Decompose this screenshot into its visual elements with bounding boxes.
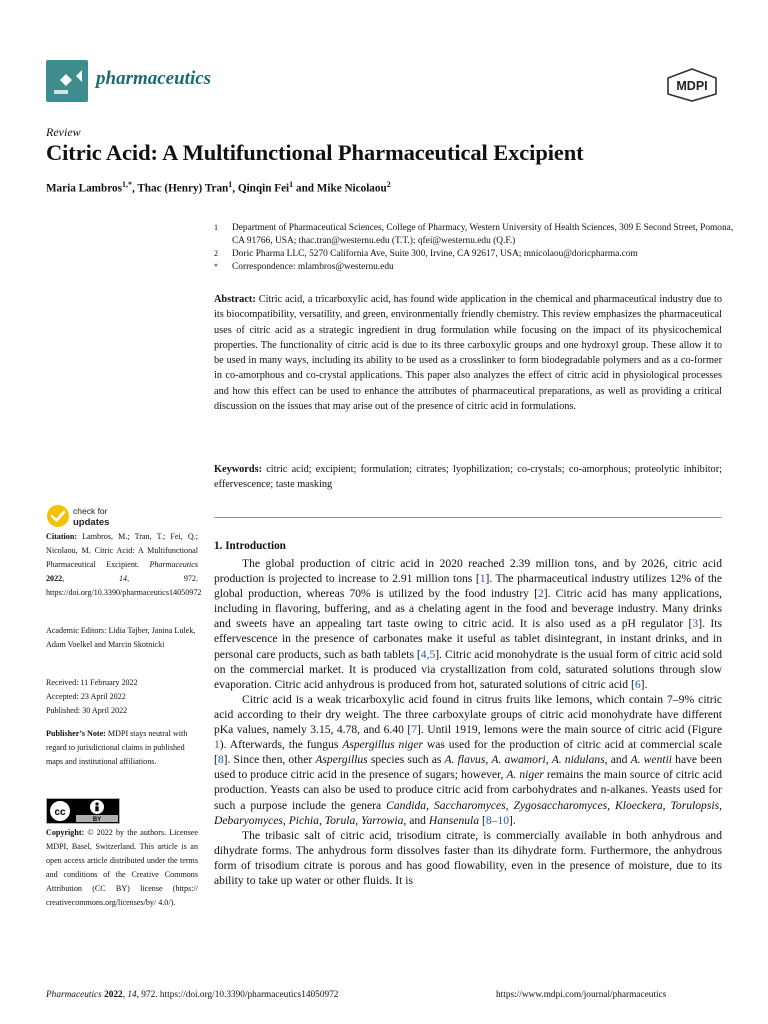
ref-link[interactable]: 7 xyxy=(411,723,418,737)
ref-link[interactable]: 3 xyxy=(692,617,699,631)
publisher-note xyxy=(46,727,198,769)
article-type: Review xyxy=(46,125,81,139)
copyright-block xyxy=(46,826,198,911)
check-line1: check for xyxy=(73,506,108,516)
footer-journal-url[interactable]: https://www.mdpi.com/journal/pharmaceutics xyxy=(496,990,667,1000)
intro-paragraph-3: The tribasic salt of citric acid, trisodium citrate, is commercially available in both anhydrous and dihydrate forms. The anhydrous form dissolves faster than its dihydrate form. Furthermore, the anhydrous form of trisodium citrate is porous and has good flowability, even in the presence of moisture, due to its ability to take up water or other fluids. It is xyxy=(214,828,722,887)
ref-link[interactable]: 6 xyxy=(634,677,641,691)
footer-doi-link[interactable]: , 972. https://doi.org/10.3390/pharmaceutics14050972 xyxy=(136,990,339,1000)
author-affiliation-mark: 1 xyxy=(228,180,233,189)
article-title: Citric Acid: A Multifunctional Pharmaceutical Excipient xyxy=(46,140,584,165)
author-name[interactable]: , Qinqin Fei xyxy=(232,182,290,195)
keywords-text: citric acid; excipient; formulation; citrates; lyophilization; co-crystals; co-amorphous; proteolytic inhibitor; effervescence; taste masking xyxy=(214,464,722,491)
published-date: Published: 30 April 2022 xyxy=(46,706,128,715)
check-for-updates-badge[interactable] xyxy=(46,503,156,529)
ref-link[interactable]: 8–10 xyxy=(485,813,510,827)
ref-link[interactable]: 4,5 xyxy=(420,647,436,661)
received-date: Received: 11 February 2022 xyxy=(46,678,138,687)
journal-logo-icon xyxy=(46,60,88,102)
affiliation-mark: 2 xyxy=(214,249,218,258)
journal-name: pharmaceutics xyxy=(96,68,212,89)
ref-link[interactable]: 2 xyxy=(537,587,544,601)
accepted-date: Accepted: 23 April 2022 xyxy=(46,692,126,701)
footer-citation xyxy=(46,990,338,1000)
author-affiliation-mark: 1,* xyxy=(121,180,132,189)
affiliation-mark: * xyxy=(214,262,218,271)
cc-by-label: BY xyxy=(92,817,102,823)
section-heading-introduction: 1. Introduction xyxy=(214,540,286,552)
publisher-note-text: MDPI stays neutral with regard to jurisdictional claims in published maps and institutional affiliations. xyxy=(46,729,188,767)
affiliation-item xyxy=(214,222,734,247)
introduction-body xyxy=(214,556,722,888)
author-name[interactable]: Maria Lambros xyxy=(46,182,122,195)
abstract xyxy=(214,292,722,414)
academic-editors: Academic Editors: Lidia Tajber, Janina Lulek, Adam Voelkel and Marcin Skotnicki xyxy=(46,626,196,650)
citation-doi-link[interactable]: , 972. https://doi.org/10.3390/pharmaceutics14050972 xyxy=(46,574,202,598)
affiliation-item xyxy=(214,261,734,274)
footer-journal: Pharmaceutics xyxy=(46,990,102,1000)
citation-block xyxy=(46,530,202,600)
publisher-note-label: Publisher’s Note: xyxy=(46,729,106,738)
affiliation-mark: 1 xyxy=(214,223,218,232)
author-list xyxy=(46,180,391,195)
citation-year: 2022 xyxy=(46,574,63,584)
citation-label: Citation: xyxy=(46,532,78,541)
citation-volume: , 14 xyxy=(62,574,128,584)
citation-journal: Pharmaceutics xyxy=(149,560,198,570)
author-affiliation-mark: 1 xyxy=(289,180,294,189)
ref-link[interactable]: 1 xyxy=(479,572,486,586)
keywords xyxy=(214,462,722,493)
cc-by-license-badge[interactable] xyxy=(46,798,120,824)
affiliation-text: Department of Pharmaceutical Sciences, College of Pharmacy, Western University of Health Sciences, 309 E Second Street, Pomona, CA 91766, USA; thac.tran@westernu.edu (T.T.); qfei@westernu.edu (Q.F.) xyxy=(232,223,734,246)
affiliation-text: Doric Pharma LLC, 5270 California Ave, Suite 300, Irvine, CA 92617, USA; mnicolaou@doricpharma.com xyxy=(232,249,638,259)
author-name[interactable]: , Thac (Henry) Tran xyxy=(131,182,229,195)
ref-link[interactable]: 8 xyxy=(217,753,224,767)
author-name[interactable]: and Mike Nicolaou xyxy=(293,182,387,195)
copyright-text: © 2022 by the authors. Licensee MDPI, Basel, Switzerland. This article is an open access article distributed under the terms and conditions of the Creative Commons Attribution (CC BY) license (https:// creativecommons.org/licenses/by/ 4.0/). xyxy=(46,828,198,908)
affiliation-text: Correspondence: mlambros@westernu.edu xyxy=(232,262,394,272)
cc-label: cc xyxy=(54,807,66,818)
intro-paragraph-1: The global production of citric acid in 2020 reached 2.39 million tons, and by 2026, citric acid production is projected to increase to 2.91 million tons [1]. The pharmaceutical industry utilizes 12% of the global production, whereas 70% is utilized by the food industry [2]. Citric acid has many applications, including in flavoring, buffering, and as a chelating agent in the food and beverage industry. Many drinks and sweets have an appealing tart taste owing to citric acid. It is also used as a pH regulator [3]. Its effervescence in the presence of carbonates make it useful as tablet disintegrant, in instant drinks, and in personal care products, such as bath tablets [4,5]. Citric acid monohydrate is the usual form of citric acid sold on the commercial market. It is produced via crystallization from cold, saturated solutions through slow evaporation. Citric acid anhydrous is produced from hot, saturated solutions of citric acid [6]. xyxy=(214,557,723,691)
abstract-text: Citric acid, a tricarboxylic acid, has found wide application in the chemical and pharmaceutical industry due to its biocompatibility, versatility, and green, environmentally friendly chemistry. This review emphasizes the pharmaceutical uses of citric acid as a strategic ingredient in drug formulation while focusing on the impact of its physicochemical properties. The functionality of citric acid is due to its three carboxylic groups and one hydroxyl group. These allow it to be used in many ways, including its ability to be used as a crosslinker to form biodegradable polymers and as a co-former in co-amorphous and co-crystal applications. This paper also analyzes the effect of citric acid in physiological processes and how this effect can be used to enhance the attributes of pharmaceutical preparations, as well as providing a critical discussion on the issues that may arise out of the presence of citric acid in formulations. xyxy=(214,294,722,413)
mdpi-logo xyxy=(666,68,718,102)
author-affiliation-mark: 2 xyxy=(386,180,391,189)
footer-year: 2022 xyxy=(101,990,123,1000)
citation-text: Lambros, M.; Tran, T.; Fei, Q.; Nicolaou, M. Citric Acid: A Multifunctional Pharmaceutical Excipient. xyxy=(46,532,198,570)
affiliation-item xyxy=(214,248,734,261)
figure-link[interactable]: 1 xyxy=(214,738,220,752)
keywords-label: Keywords: xyxy=(214,464,263,475)
mdpi-logo-text: MDPI xyxy=(676,79,708,93)
section-divider xyxy=(214,517,722,518)
check-line2: updates xyxy=(73,517,110,528)
footer-volume: , 14 xyxy=(122,990,137,1000)
copyright-label: Copyright: xyxy=(46,828,85,837)
intro-paragraph-2: Citric acid is a weak tricarboxylic acid found in citrus fruits like lemons, which contain 7–9% citric acid according to their dry weight. The three carboxylate groups of citric acid monohydrate have different pKa values, namely 3.15, 4.78, and 6.40 [7]. Until 1919, lemons were the main source of citric acid (Figure 1). Afterwards, the fungus Aspergillus niger was used for the production of citric acid at commercial scale [8]. Since then, other Aspergillus species such as A. flavus, A. awamori, A. nidulans, and A. wentii have been used to produce citric acid in the presence of sugars; however, A. niger remains the main source of citric acid production. Yeasts can also be used to produce citric acid from carbohydrates and n-alkanes. Yeasts used for such a purpose include the genera Candida, Saccharomyces, Zygosaccharomyces, Kloeckera, Torulopsis, Debaryomyces, Pichia, Torula, Yarrowia, and Hansenula [8–10]. xyxy=(214,692,723,827)
abstract-label: Abstract: xyxy=(214,294,256,305)
